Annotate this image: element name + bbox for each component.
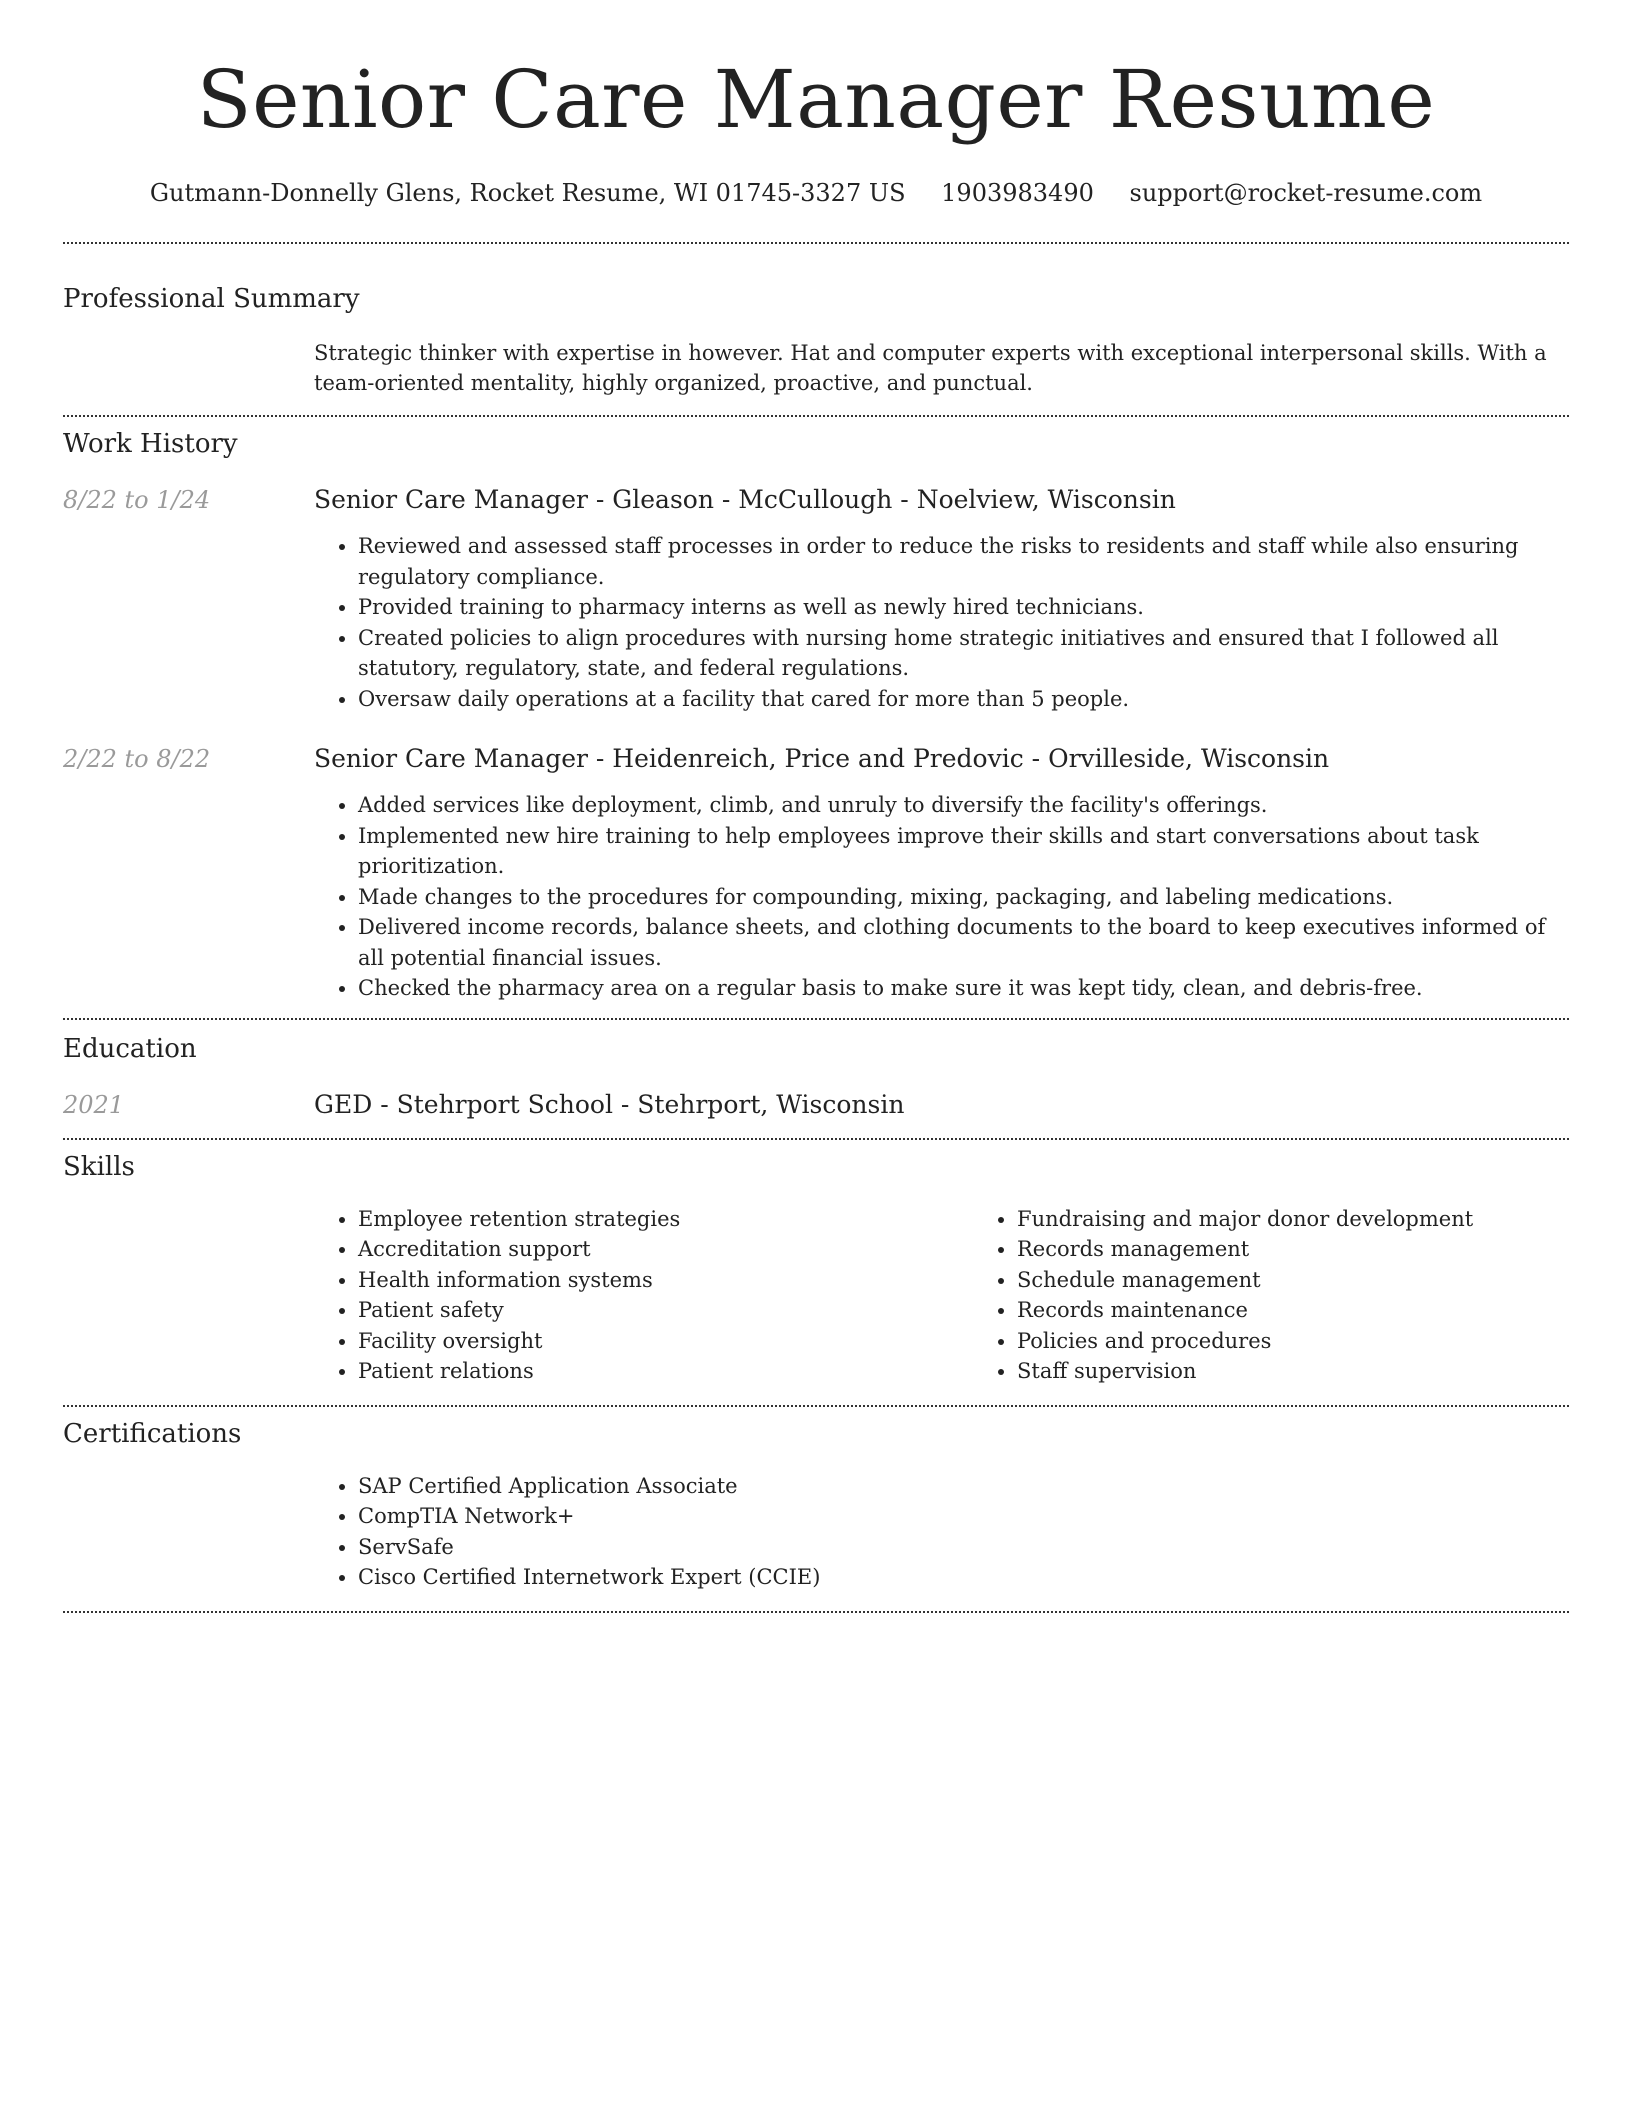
list-item: • Patient safety xyxy=(358,1295,973,1326)
education-heading: Education xyxy=(63,1033,197,1064)
certifications-body xyxy=(314,1471,1569,1593)
list-item: • Staff supervision xyxy=(1017,1356,1632,1387)
summary-heading: Professional Summary xyxy=(63,284,360,314)
education-title: GED - Stehrport School - Stehrport, Wisconsin xyxy=(314,1089,905,1119)
job-title: Senior Care Manager - Gleason - McCullough - Noelview, Wisconsin xyxy=(314,485,1176,514)
list-item: • Created policies to align procedures with nursing home strategic initiatives and ensured that I followed all statutory, regulatory, state, and federal regulations. xyxy=(358,623,1569,684)
education-body xyxy=(314,1089,1569,1121)
list-item: • Fundraising and major donor development xyxy=(1017,1204,1632,1235)
list-item: • ServSafe xyxy=(358,1532,1569,1563)
list-item: • Records management xyxy=(1017,1234,1632,1265)
job-dates: 8/22 to 1/24 xyxy=(63,486,211,514)
certifications-section xyxy=(63,1407,1569,1593)
certifications-row xyxy=(63,1471,1569,1593)
list-item: • Schedule management xyxy=(1017,1265,1632,1296)
job-bullets xyxy=(314,531,1569,714)
list-item: • Reviewed and assessed staff processes in order to reduce the risks to residents and staff while also ensuring regulatory compliance. xyxy=(358,531,1569,592)
summary-body xyxy=(314,338,1569,398)
skills-left-spacer xyxy=(63,1204,314,1387)
summary-text: Strategic thinker with expertise in however. Hat and computer experts with exceptional interpersonal skills. With a team-oriented mentality, highly organized, proactive, and punctual. xyxy=(314,341,1547,395)
list-item: • Records maintenance xyxy=(1017,1295,1632,1326)
job-entry xyxy=(63,484,1569,714)
summary-section xyxy=(63,244,1569,398)
list-item: • Cisco Certified Internetwork Expert (CCIE) xyxy=(358,1562,1569,1593)
job-entry xyxy=(63,743,1569,1004)
list-item: • SAP Certified Application Associate xyxy=(358,1471,1569,1502)
contact-phone: 1903983490 xyxy=(941,179,1094,207)
list-item: • Employee retention strategies xyxy=(358,1204,973,1235)
list-item: • Facility oversight xyxy=(358,1326,973,1357)
list-item: • Implemented new hire training to help employees improve their skills and start conversations about task prioritization. xyxy=(358,821,1569,882)
summary-left-spacer xyxy=(63,338,314,398)
contact-line xyxy=(63,178,1569,208)
list-item: • Provided training to pharmacy interns as well as newly hired technicians. xyxy=(358,592,1569,623)
job-dates: 2/22 to 8/22 xyxy=(63,745,211,773)
list-item: • Accreditation support xyxy=(358,1234,973,1265)
list-item: • Patient relations xyxy=(358,1356,973,1387)
list-item: • Policies and procedures xyxy=(1017,1326,1632,1357)
list-item: • Oversaw daily operations at a facility that cared for more than 5 people. xyxy=(358,684,1569,715)
list-item: • Health information systems xyxy=(358,1265,973,1296)
education-year: 2021 xyxy=(63,1090,125,1119)
education-section xyxy=(63,1020,1569,1121)
work-section xyxy=(63,417,1569,1004)
job-title: Senior Care Manager - Heidenreich, Price and Predovic - Orvilleside, Wisconsin xyxy=(314,744,1330,773)
certifications-list xyxy=(314,1471,1569,1593)
skills-list-right xyxy=(973,1204,1632,1387)
education-entry xyxy=(63,1089,1569,1121)
contact-email: support@rocket-resume.com xyxy=(1129,179,1483,207)
skills-list-left xyxy=(314,1204,973,1387)
page-title: Senior Care Manager Resume xyxy=(196,53,1436,146)
work-heading: Work History xyxy=(63,429,238,459)
certifications-left-spacer xyxy=(63,1471,314,1593)
list-item: • Checked the pharmacy area on a regular basis to make sure it was kept tidy, clean, and debris-free. xyxy=(358,973,1569,1004)
skills-heading: Skills xyxy=(63,1151,135,1182)
job-bullets xyxy=(314,790,1569,1004)
list-item: • Made changes to the procedures for compounding, mixing, packaging, and labeling medications. xyxy=(358,882,1569,913)
list-item: • Added services like deployment, climb, and unruly to diversify the facility's offerings. xyxy=(358,790,1569,821)
list-item: • CompTIA Network+ xyxy=(358,1501,1569,1532)
skills-columns xyxy=(314,1204,1632,1387)
skills-section xyxy=(63,1140,1569,1387)
job-body xyxy=(314,484,1569,714)
contact-address: Gutmann-Donnelly Glens, Rocket Resume, WI 01745-3327 US xyxy=(149,179,906,207)
certifications-divider xyxy=(63,1611,1569,1613)
job-body xyxy=(314,743,1569,1004)
skills-row xyxy=(63,1204,1569,1387)
summary-row xyxy=(63,338,1569,398)
list-item: • Delivered income records, balance sheets, and clothing documents to the board to keep executives informed of all potential financial issues. xyxy=(358,912,1569,973)
certifications-heading: Certifications xyxy=(63,1418,242,1449)
